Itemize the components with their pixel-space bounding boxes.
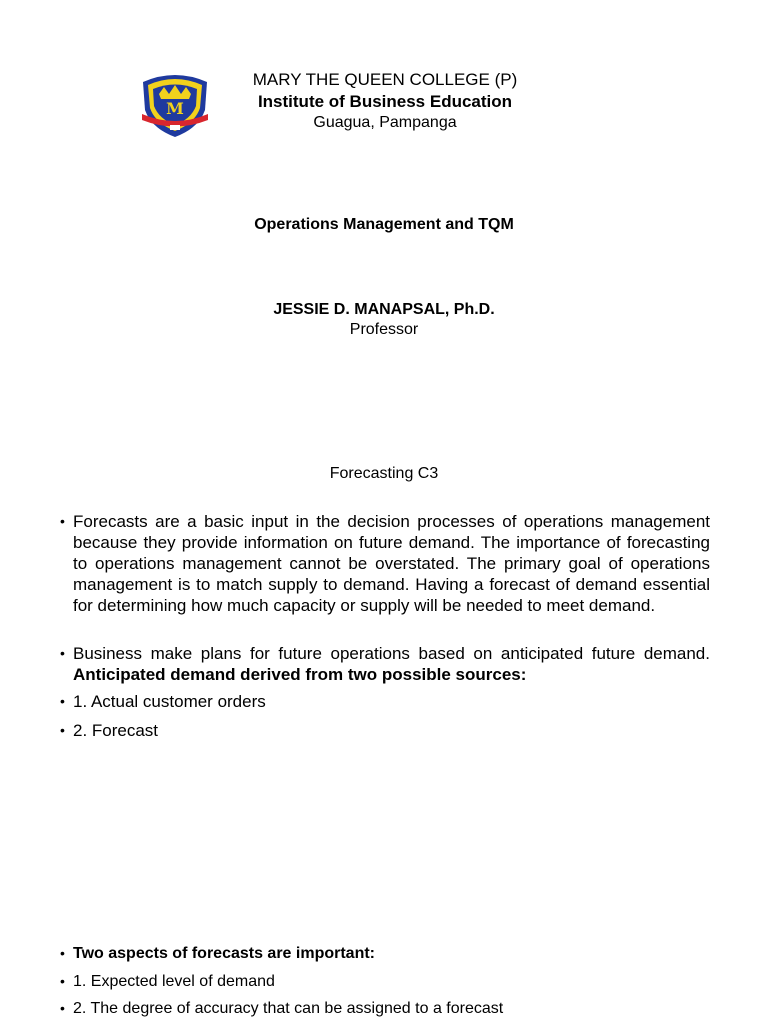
topic-title: Forecasting C3 <box>329 465 439 482</box>
bullet-business-plans <box>60 643 710 685</box>
aspect-item-accuracy <box>60 998 710 1019</box>
bullet-text: 1. Expected level of demand <box>73 973 275 990</box>
college-logo <box>139 70 211 138</box>
professor-name: JESSIE D. MANAPSAL, Ph.D. <box>273 301 495 318</box>
bullet-text-emphasis: Anticipated demand derived from two possible sources: <box>73 665 527 684</box>
bullet-forecast <box>60 720 710 741</box>
bullet-text: 1. Actual customer orders <box>73 692 266 711</box>
svg-text:M: M <box>166 99 184 118</box>
bullet-actual-orders <box>60 691 710 712</box>
bullet-forecasts-basic-input <box>60 511 710 616</box>
college-name: MARY THE QUEEN COLLEGE (P) <box>252 70 518 89</box>
college-location: Guagua, Pampanga <box>313 114 457 131</box>
aspects-heading <box>60 943 710 964</box>
bullet-dot: • <box>60 1000 65 1016</box>
professor-title: Professor <box>349 321 419 338</box>
bullet-text: Forecasts are a basic input in the decision processes of operations management because they provide information on future demand. The importance of forecasting to operations management cannot be overstated. The primary goal of operations management is to match supply to demand. Having a forecast of demand essential for determining how much capacity or supply will be needed to meet demand. <box>73 512 710 615</box>
aspect-item-demand-level <box>60 971 710 992</box>
bullet-dot: • <box>60 945 65 961</box>
bullet-dot: • <box>60 693 65 709</box>
bullet-dot: • <box>60 645 65 661</box>
institute-name: Institute of Business Education <box>257 92 513 111</box>
bullet-dot: • <box>60 722 65 738</box>
bullet-text: Business make plans for future operations based on anticipated future demand. <box>73 644 710 663</box>
bullet-text: Two aspects of forecasts are important: <box>73 945 375 962</box>
bullet-text: 2. Forecast <box>73 721 159 740</box>
bullet-dot: • <box>60 973 65 989</box>
course-title: Operations Management and TQM <box>254 216 514 233</box>
bullet-dot: • <box>60 513 65 529</box>
bullet-text: 2. The degree of accuracy that can be assigned to a forecast <box>73 1000 504 1017</box>
